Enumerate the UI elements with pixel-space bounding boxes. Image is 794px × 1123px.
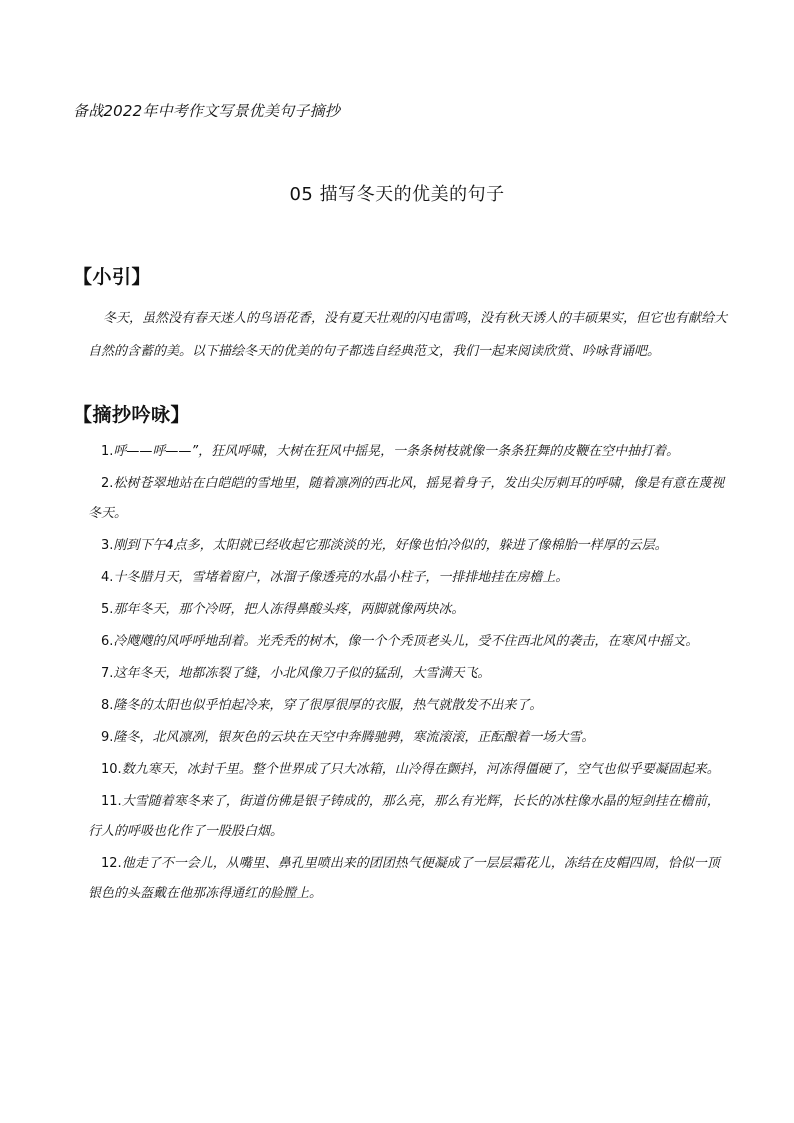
sentence-item <box>88 755 728 785</box>
sentence-number: 3. <box>101 538 114 553</box>
sentence-text: 这年冬天，地都冻裂了缝，小北风像刀子似的猛刮，大雪满天飞。 <box>113 666 491 681</box>
sentence-number: 11. <box>101 794 122 809</box>
sentence-text: 数九寒天，冰封千里。整个世界成了只大冰箱，山冷得在颤抖，河冻得僵硬了，空气也似乎要凝固起来。 <box>121 762 720 777</box>
sentence-text: 十冬腊月天，雪堵着窗户，冰溜子像透亮的水晶小柱子，一排排地挂在房檐上。 <box>113 570 569 585</box>
sentence-item <box>88 787 728 847</box>
sentence-number: 12. <box>101 856 122 871</box>
intro-paragraph: 冬天，虽然没有春天迷人的鸟语花香，没有夏天壮观的闪电雷鸣，没有秋天诱人的丰硕果实，但它也有献给大自然的含蓄的美。以下描绘冬天的优美的句子都选自经典范文，我们一起来阅读欣赏、吟咏背诵吧。 <box>88 311 728 359</box>
sentence-text: 那年冬天，那个冷呀，把人冻得鼻酸头疼，两脚就像两块冰。 <box>113 602 465 617</box>
sentence-item <box>88 723 728 753</box>
sentence-number: 4. <box>101 570 114 585</box>
sentence-number: 7. <box>101 666 114 681</box>
sentence-text: 松树苍翠地站在白皑皑的雪地里，随着凛冽的西北风，摇晃着身子，发出尖厉刺耳的呼啸，像是有意在蔑视冬天。 <box>88 476 725 521</box>
sentence-item <box>88 849 728 909</box>
sentence-item <box>88 691 728 721</box>
document-header-title: 备战2022年中考作文写景优美句子摘抄 <box>73 102 340 120</box>
sentence-text: 隆冬的太阳也似乎怕起冷来，穿了很厚很厚的衣服，热气就散发不出来了。 <box>113 698 543 713</box>
sentence-number: 8. <box>101 698 114 713</box>
sentence-text: 冷飕飕的风呼呼地刮着。光秃秃的树木，像一个个秃顶老头儿，受不住西北风的袭击，在寒风中摇文。 <box>113 634 699 649</box>
sentence-text: 他走了不一会儿，从嘴里、鼻孔里喷出来的团团热气便凝成了一层层霜花儿，冻结在皮帽四周，恰似一顶银色的头盔戴在他那冻得通红的脸膛上。 <box>88 856 720 901</box>
sentence-item <box>88 437 728 467</box>
main-title: 05 描写冬天的优美的句子 <box>289 184 505 205</box>
sentence-number: 5. <box>101 602 114 617</box>
sentence-number: 1. <box>101 444 114 459</box>
sentence-text: 大雪随着寒冬来了，街道仿佛是银子铸成的，那么亮，那么有光辉，长长的冰柱像水晶的短剑挂在檐前，行人的呼吸也化作了一股股白烟。 <box>88 794 720 839</box>
sentence-item <box>88 659 728 689</box>
sentence-number: 10. <box>101 762 122 777</box>
sentence-text: 隆冬，北风凛冽，银灰色的云块在天空中奔腾驰骋，寒流滚滚，正酝酿着一场大雪。 <box>113 730 595 745</box>
sentence-list <box>88 437 728 911</box>
section-heading-excerpts: 【摘抄吟咏】 <box>73 404 191 426</box>
sentence-item <box>88 469 728 529</box>
sentence-number: 2. <box>101 476 114 491</box>
sentence-item <box>88 595 728 625</box>
section-heading-intro: 【小引】 <box>73 266 152 288</box>
sentence-number: 6. <box>101 634 114 649</box>
sentence-text: 刚到下午4点多，太阳就已经收起它那淡淡的光，好像也怕冷似的，躲进了像棉胎一样厚的云层。 <box>113 538 668 553</box>
sentence-item <box>88 531 728 561</box>
sentence-item <box>88 563 728 593</box>
sentence-text: 呼——呼——”，狂风呼啸，大树在狂风中摇晃，一条条树枝就像一条条狂舞的皮鞭在空中抽打着。 <box>113 444 680 459</box>
sentence-item <box>88 627 728 657</box>
sentence-number: 9. <box>101 730 114 745</box>
